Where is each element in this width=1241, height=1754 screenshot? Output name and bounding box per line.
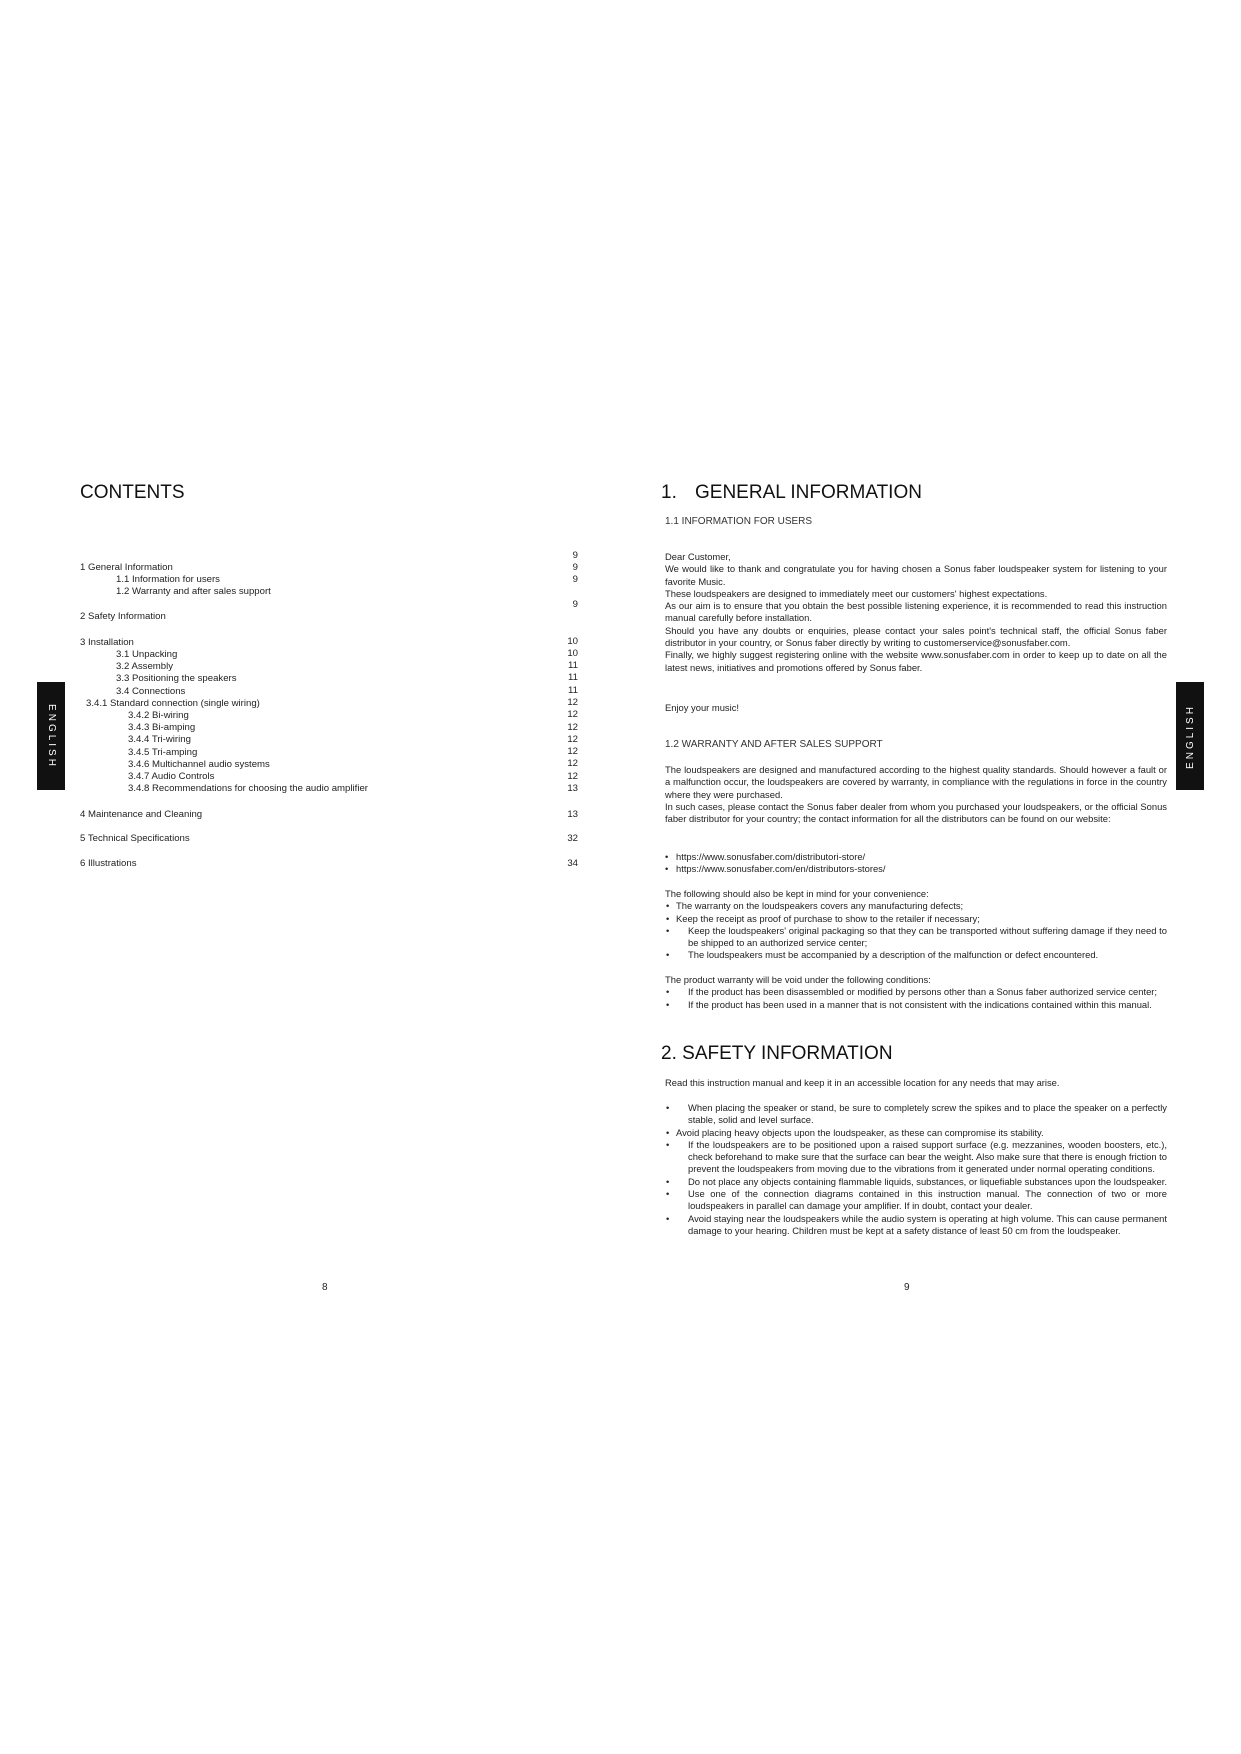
toc-page-number: 11 [568,672,578,683]
toc-item: 3.4.6 Multichannel audio systems [128,759,270,770]
toc-item: 3.2 Assembly [116,661,174,672]
distributor-links [665,851,1167,876]
list-item: • Use one of the connection diagrams contained in this instruction manual. The connection of two or more loudspeakers in parallel can damage your amplifier. If in doubt, contact your dealer. [665,1188,1167,1213]
paragraph: In such cases, please contact the Sonus faber dealer from whom you purchased your loudspeakers, or the official Sonus faber distributor for your country; the contact information for all the distributors can be found on our website: [665,800,1167,825]
language-tab-label: ENGLISH [1184,703,1196,769]
list-item: • If the product has been disassembled or modified by persons other than a Sonus faber authorized service center; [665,986,1167,998]
paragraph: These loudspeakers are designed to immediately meet our customers' highest expectations. [665,587,1048,599]
keep-intro: The following should also be kept in mind for your convenience: [665,888,929,899]
toc-page-number: 11 [568,660,578,671]
toc-item: 3.4.3 Bi-amping [128,722,196,733]
toc-item: 3.4 Connections [116,686,186,697]
list-item: • Keep the receipt as proof of purchase to show to the retailer if necessary; [665,913,1167,925]
toc-page-number: 12 [567,746,578,757]
toc-page-number: 10 [567,636,578,647]
toc-item: 2 Safety Information [80,611,166,622]
toc-item: 1 General Information [80,562,173,573]
language-tab-right [1176,682,1204,790]
link[interactable]: • https://www.sonusfaber.com/en/distributors-stores/ [665,863,1167,875]
toc-page-number: 9 [572,599,578,610]
safety-information-heading [661,1043,893,1065]
toc-item: 3.4.5 Tri-amping [128,747,198,758]
users-text-block [665,551,1167,674]
toc-page-number: 12 [567,722,578,733]
list-item: • When placing the speaker or stand, be sure to completely screw the spikes and to place the speaker on a perfectly stable, solid and level surface. [665,1102,1167,1127]
toc-item: 3.3 Positioning the speakers [116,673,237,684]
toc-item: 3.4.1 Standard connection (single wiring) [86,698,260,709]
keep-in-mind-block [665,888,1167,962]
page-number-right: 9 [904,1282,910,1293]
toc-item: 3.4.7 Audio Controls [128,771,215,782]
list-item: • The warranty on the loudspeakers covers any manufacturing defects; [665,900,1167,912]
safety-intro: Read this instruction manual and keep it in an accessible location for any needs that may arise. [665,1077,1060,1088]
section-number: 1. [661,482,677,503]
list-item: • If the product has been used in a manner that is not consistent with the indications contained within this manual. [665,999,1167,1011]
toc-page-number: 11 [568,685,578,696]
section-number: 2. [661,1043,677,1064]
toc-item: 3.4.4 Tri-wiring [128,734,191,745]
paragraph: We would like to thank and congratulate you for having chosen a Sonus faber loudspeaker system for listening to your favorite Music. [665,563,1167,587]
safety-list [665,1102,1167,1237]
paragraph: The loudspeakers are designed and manufactured according to the highest quality standards. Should however a fault or a malfunction occur, the loudspeakers are covered by warranty, in compliance with the regulations in force in the country where they were purchased. [665,764,1167,800]
toc-item: 3 Installation [80,637,134,648]
list-item: • The loudspeakers must be accompanied by a description of the malfunction or defect encountered. [665,949,1167,961]
list-item: • Keep the loudspeakers' original packaging so that they can be transported without suffering damage if they need to be shipped to an authorized service center; [665,925,1167,950]
void-intro: The product warranty will be void under the following conditions: [665,974,931,985]
toc-item: 3.4.2 Bi-wiring [128,710,189,721]
list-item: • Do not place any objects containing flammable liquids, substances, or liquefiable substances upon the loudspeaker. [665,1176,1167,1188]
toc-item: 6 Illustrations [80,858,137,869]
toc-page-number: 12 [567,734,578,745]
warranty-text-block [665,764,1167,825]
toc-page-number: 9 [572,574,578,585]
toc-item: 4 Maintenance and Cleaning [80,809,203,820]
toc-item: 5 Technical Specifications [80,833,190,844]
toc-item: 3.4.8 Recommendations for choosing the audio amplifier [128,783,368,794]
toc-page-number: 10 [567,648,578,659]
section-title: SAFETY INFORMATION [682,1043,893,1064]
language-tab-left [37,682,65,790]
paragraph: Finally, we highly suggest registering online with the website www.sonusfaber.com in order to keep up to date on all the latest news, initiatives and promotions offered by Sonus faber. [665,649,1167,673]
toc-page-number: 34 [567,858,578,869]
void-conditions-block [665,974,1167,1011]
paragraph: As our aim is to ensure that you obtain the best possible listening experience, it is recommended to read this instruction manual carefully before installation. [665,600,1167,624]
toc-page-number: 13 [567,809,578,820]
list-item: • If the loudspeakers are to be positioned upon a raised support surface (e.g. mezzanines, wooden boosters, etc.), check beforehand to make sure that the surface can bear the weight. Also make sure that there is enough friction to prevent the loudspeakers from moving due to the vibrations from it generated under normal operating conditions. [665,1139,1167,1176]
list-item: • Avoid staying near the loudspeakers while the audio system is operating at high volume. This can cause permanent damage to your hearing. Children must be kept at a safety distance of least 50 cm from the loudspeaker. [665,1213,1167,1238]
list-item: • Avoid placing heavy objects upon the loudspeaker, as these can compromise its stability. [665,1127,1167,1139]
link[interactable]: • https://www.sonusfaber.com/distributori-store/ [665,851,1167,863]
users-subheading: 1.1 INFORMATION FOR USERS [665,516,813,527]
toc-page-number: 9 [572,562,578,573]
enjoy-line: Enjoy your music! [665,702,739,713]
paragraph: Should you have any doubts or enquiries, please contact your sales point's technical staff, the official Sonus faber distributor in your country, or Sonus faber directly by writing to customerservice@sonusfaber.com. [665,624,1167,649]
toc-item: 1.1 Information for users [116,574,220,585]
toc-page-number: 12 [567,709,578,720]
greeting: Dear Customer, [665,551,731,562]
toc-page-number: 12 [567,771,578,782]
toc-item: 3.1 Unpacking [116,649,178,660]
toc-page-number: 12 [567,758,578,769]
toc-page-number: 13 [567,783,578,794]
contents-title: CONTENTS [80,482,185,503]
page-number-left: 8 [322,1282,328,1293]
left-page [0,0,620,1754]
language-tab-label: ENGLISH [45,703,57,769]
section-title: GENERAL INFORMATION [695,482,922,503]
toc-page-number: 12 [567,697,578,708]
general-information-heading [661,482,922,504]
toc-top-page: 9 [572,550,578,561]
toc-page-number: 32 [567,833,578,844]
warranty-subheading: 1.2 WARRANTY AND AFTER SALES SUPPORT [665,739,883,750]
toc-item: 1.2 Warranty and after sales support [116,586,271,597]
